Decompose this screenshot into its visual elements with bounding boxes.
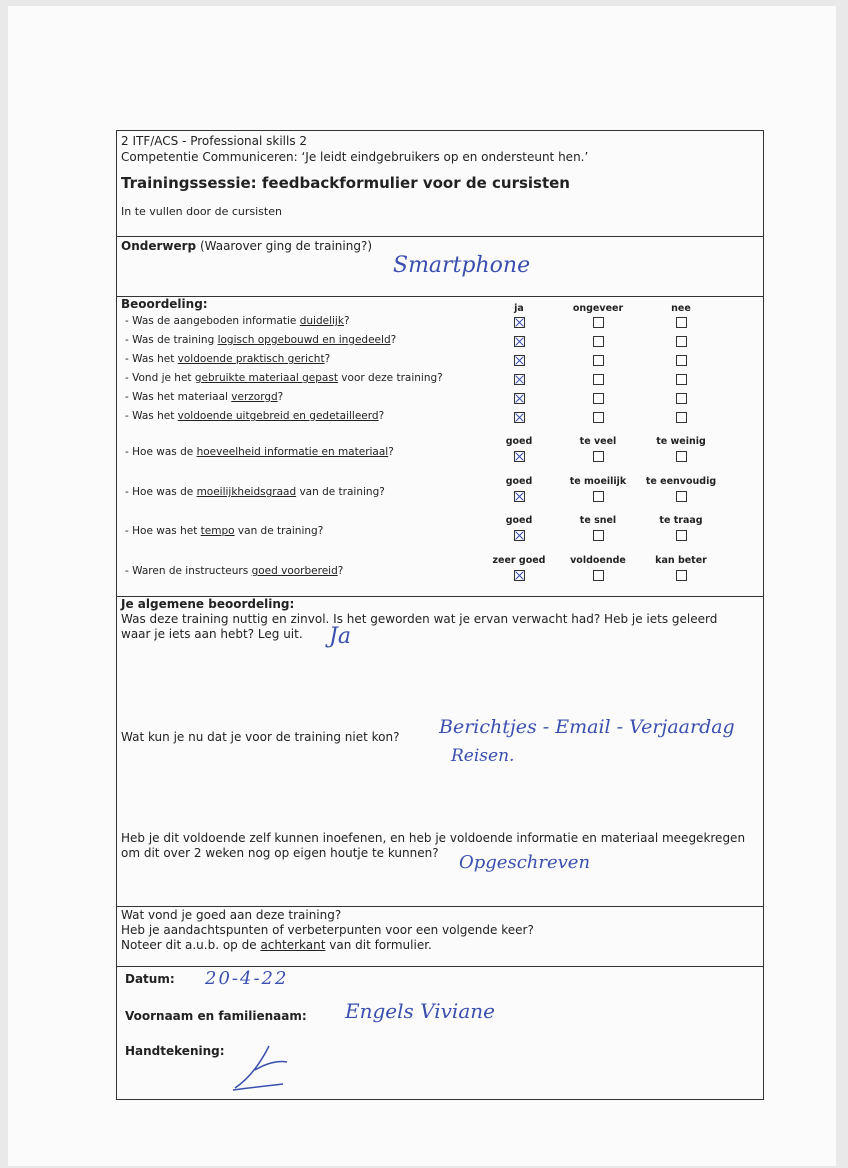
col-nee: nee [671,303,691,314]
checkbox-option[interactable] [676,570,687,581]
date-label: Datum: [125,972,175,986]
date-value[interactable]: 20-4-22 [205,968,289,989]
subject-section [117,236,763,297]
answer-learned-a[interactable]: Berichtjes - Email - Verjaardag [439,716,735,738]
column-header: goed [505,436,533,447]
checkbox-option[interactable] [593,491,604,502]
checkbox-ongeveer[interactable] [593,355,604,366]
checkbox-option[interactable] [514,491,525,502]
question-practice-b: om dit over 2 weken nog op eigen houtje te kunnen? [121,846,439,860]
rating-label: Beoordeling: [121,297,208,311]
checkbox-option[interactable] [676,451,687,462]
question-text: - Was het voldoende praktisch gericht? [125,353,331,365]
col-ja: ja [514,303,524,314]
checkbox-ja[interactable] [514,374,525,385]
answer-learned-b[interactable]: Reisen. [451,746,515,766]
answer-useful[interactable]: Ja [329,624,351,649]
name-label: Voornaam en familienaam: [125,1009,307,1023]
general-label: Je algemene beoordeling: [121,597,295,611]
extra-line-2: Heb je aandachtspunten of verbeterpunten voor een volgende keer? [121,923,534,937]
paper-sheet [8,6,836,1166]
checkbox-nee[interactable] [676,393,687,404]
checkbox-ongeveer[interactable] [593,374,604,385]
checkbox-option[interactable] [593,570,604,581]
extra-line-3: Noteer dit a.u.b. op de achterkant van dit formulier. [121,938,432,952]
column-header: te veel [579,436,617,447]
checkbox-option[interactable] [676,530,687,541]
column-header: goed [505,476,533,487]
question-learned: Wat kun je nu dat je voor de training niet kon? [121,730,400,744]
feedback-form [116,130,764,1100]
checkbox-ja[interactable] [514,355,525,366]
general-section [117,596,763,907]
column-header: te traag [659,515,703,526]
column-header: te eenvoudig [645,476,717,487]
header-section [117,131,763,237]
checkbox-nee[interactable] [676,412,687,423]
column-header: kan beter [655,555,707,566]
checkbox-nee[interactable] [676,336,687,347]
question-text: - Was de aangeboden informatie duidelijk? [125,315,350,327]
checkbox-option[interactable] [676,491,687,502]
name-value[interactable]: Engels Viviane [345,999,495,1023]
extra-line-1: Wat vond je goed aan deze training? [121,908,342,922]
checkbox-option[interactable] [593,451,604,462]
column-header: voldoende [570,555,626,566]
checkbox-nee[interactable] [676,355,687,366]
subject-answer[interactable]: Smartphone [393,253,531,278]
checkbox-ja[interactable] [514,412,525,423]
column-header: goed [505,515,533,526]
signature[interactable] [229,1040,291,1094]
checkbox-ongeveer[interactable] [593,393,604,404]
question-text: - Was de training logisch opgebouwd en ingedeeld? [125,334,397,346]
question-useful-b: waar je iets aan hebt? Leg uit. [121,627,303,641]
column-header: zeer goed [492,555,546,566]
answer-practice[interactable]: Opgeschreven [459,852,591,873]
course-line: 2 ITF/ACS - Professional skills 2 [121,134,308,148]
checkbox-nee[interactable] [676,374,687,385]
question-text: - Hoe was de hoeveelheid informatie en materiaal? [125,446,394,458]
question-text: - Hoe was de moeilijkheidsgraad van de training? [125,486,385,498]
col-ongeveer: ongeveer [572,303,624,314]
checkbox-option[interactable] [514,530,525,541]
question-text: - Was het materiaal verzorgd? [125,391,284,403]
checkbox-ongeveer[interactable] [593,412,604,423]
extra-section [117,906,763,967]
checkbox-option[interactable] [514,451,525,462]
question-text: - Waren de instructeurs goed voorbereid? [125,565,344,577]
subject-label: Onderwerp (Waarover ging de training?) [121,239,373,253]
checkbox-option[interactable] [514,570,525,581]
checkbox-ja[interactable] [514,393,525,404]
checkbox-option[interactable] [593,530,604,541]
page-subtitle: In te vullen door de cursisten [121,205,282,218]
column-header: te weinig [656,436,706,447]
footer-section [117,966,763,1099]
checkbox-ja[interactable] [514,317,525,328]
question-text: - Vond je het gebruikte materiaal gepast voor deze training? [125,372,443,384]
checkbox-ja[interactable] [514,336,525,347]
question-text: - Hoe was het tempo van de training? [125,525,324,537]
question-useful-a: Was deze training nuttig en zinvol. Is het geworden wat je ervan verwacht had? Heb je iets geleerd [121,612,718,626]
signature-label: Handtekening: [125,1044,225,1058]
question-text: - Was het voldoende uitgebreid en gedetailleerd? [125,410,385,422]
page-title: Trainingssessie: feedbackformulier voor de cursisten [121,174,570,192]
checkbox-ongeveer[interactable] [593,336,604,347]
column-header: te moeilijk [569,476,627,487]
rating-section [117,296,763,597]
column-header: te snel [579,515,617,526]
question-practice-a: Heb je dit voldoende zelf kunnen inoefenen, en heb je voldoende informatie en materiaal meegekregen [121,831,746,845]
checkbox-nee[interactable] [676,317,687,328]
competence-line: Competentie Communiceren: ‘Je leidt eindgebruikers op en ondersteunt hen.’ [121,150,589,164]
checkbox-ongeveer[interactable] [593,317,604,328]
